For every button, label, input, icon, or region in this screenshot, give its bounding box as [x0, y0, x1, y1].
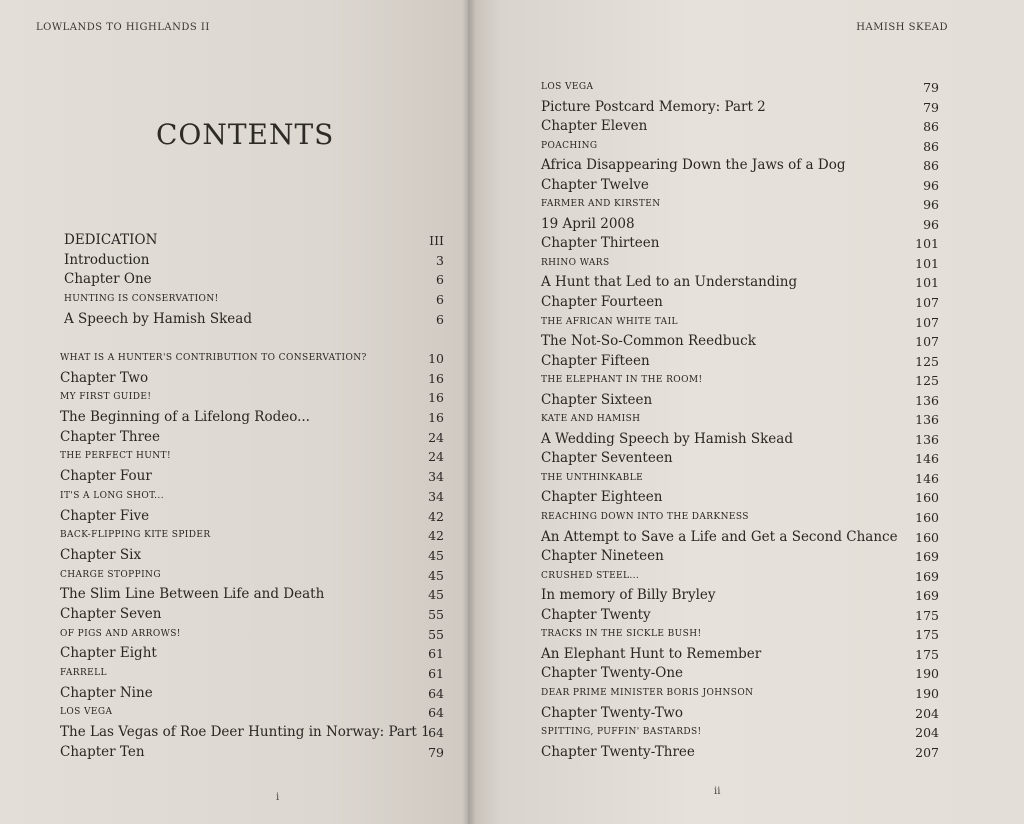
toc-entry-page: 79	[923, 80, 939, 95]
toc-entry	[541, 449, 939, 469]
toc-entry-page: 55	[428, 626, 444, 642]
toc-entry-title: THE PERFECT HUNT!	[60, 451, 171, 462]
toc-entry-page: 64	[428, 685, 444, 701]
toc-entry-page: 42	[428, 528, 444, 544]
contents-title: CONTENTS	[156, 118, 335, 151]
toc-entry-page: 107	[915, 334, 939, 350]
toc-entry-page: 107	[915, 314, 939, 330]
toc-list-right	[541, 78, 939, 762]
toc-entry	[541, 352, 939, 372]
toc-entry-title: A Hunt that Led to an Understanding	[541, 274, 798, 291]
toc-entry	[541, 234, 939, 254]
toc-entry-title: In memory of Billy Bryley	[541, 587, 716, 604]
toc-entry-page: 107	[915, 295, 939, 311]
toc-entry	[541, 293, 939, 313]
toc-entry-title: A Speech by Hamish Skead	[64, 310, 252, 327]
toc-entry	[60, 684, 444, 704]
toc-entry	[541, 273, 939, 293]
toc-entry	[541, 664, 939, 684]
toc-entry-title: An Elephant Hunt to Remember	[541, 645, 762, 662]
toc-entry-page: 207	[915, 744, 939, 760]
toc-entry-page: 96	[923, 177, 939, 193]
toc-entry	[541, 78, 939, 98]
running-head-left: LOWLANDS TO HIGHLANDS II	[36, 22, 210, 33]
toc-entry-page: 6	[436, 292, 444, 308]
toc-entry-page: 79	[428, 744, 444, 760]
toc-entry-title: LOS VEGA	[541, 82, 594, 92]
toc-entry-page: 42	[428, 508, 444, 524]
toc-list-left-front	[64, 231, 444, 329]
toc-entry	[60, 605, 444, 625]
toc-entry-title: An Attempt to Save a Life and Get a Second Chance	[541, 528, 898, 545]
toc-entry-page: 16	[428, 370, 444, 386]
toc-entry-page: 64	[428, 725, 444, 741]
toc-entry-page: 45	[428, 547, 444, 563]
toc-entry-title: FARRELL	[60, 668, 107, 678]
toc-entry-title: Chapter Thirteen	[541, 235, 660, 252]
toc-entry-title: LOS VEGA	[60, 707, 113, 718]
toc-entry-page: 96	[923, 197, 939, 213]
toc-entry	[541, 215, 939, 235]
page-folio-right: ii	[714, 786, 721, 797]
toc-entry-title: Africa Disappearing Down the Jaws of a Dog	[541, 157, 846, 174]
toc-entry-page: 86	[923, 138, 939, 154]
toc-entry-title: Chapter Twenty	[541, 606, 651, 623]
toc-entry	[541, 332, 939, 352]
toc-entry-page: 125	[915, 353, 939, 369]
toc-entry	[60, 703, 444, 723]
toc-entry-title: A Wedding Speech by Hamish Skead	[541, 430, 793, 447]
toc-entry-title: The Beginning of a Lifelong Rodeo...	[60, 409, 310, 426]
toc-entry	[60, 625, 444, 645]
toc-list-left	[60, 349, 444, 762]
toc-entry-title: Chapter Twenty-Two	[541, 704, 683, 721]
toc-entry	[64, 251, 444, 271]
toc-entry-page: 45	[428, 587, 444, 603]
toc-entry-page: 190	[915, 685, 939, 701]
toc-entry	[60, 349, 444, 369]
toc-entry-page: 101	[915, 236, 939, 252]
toc-entry-title: Chapter Five	[60, 507, 150, 524]
toc-entry-title: Chapter One	[64, 271, 152, 288]
toc-entry	[541, 98, 939, 118]
toc-entry-page: 24	[428, 429, 444, 445]
toc-entry	[541, 586, 939, 606]
toc-entry-title: The Not-So-Common Reedbuck	[541, 333, 756, 350]
toc-entry	[64, 270, 444, 290]
toc-entry-page: 136	[915, 392, 939, 408]
toc-entry	[541, 137, 939, 157]
toc-entry	[541, 625, 939, 645]
toc-entry-page: 175	[915, 646, 939, 662]
toc-entry-title: MY FIRST GUIDE!	[60, 392, 152, 403]
toc-entry-title: CRUSHED STEEL...	[541, 570, 640, 581]
toc-entry	[60, 447, 444, 467]
toc-entry-title: CHARGE STOPPING	[60, 569, 161, 580]
toc-entry-title: WHAT IS A HUNTER'S CONTRIBUTION TO CONSERVATION?	[60, 353, 367, 363]
toc-entry-page: 45	[428, 567, 444, 583]
toc-entry	[541, 528, 939, 548]
toc-entry-title: Chapter Eight	[60, 645, 157, 662]
toc-entry-title: SPITTING, PUFFIN' BASTARDS!	[541, 727, 702, 738]
toc-entry-title: THE ELEPHANT IN THE ROOM!	[541, 375, 703, 386]
toc-entry-page: 169	[915, 568, 939, 584]
toc-entry-page: 175	[915, 627, 939, 643]
toc-entry-title: Chapter Twenty-Three	[541, 743, 695, 760]
page-folio-left: i	[276, 792, 280, 803]
toc-entry-page: 55	[428, 606, 444, 622]
toc-entry	[60, 487, 444, 507]
toc-entry-page: 101	[915, 275, 939, 291]
toc-entry	[541, 508, 939, 528]
toc-entry-page: 10	[428, 351, 444, 366]
toc-entry	[541, 410, 939, 430]
toc-entry	[60, 369, 444, 389]
toc-entry	[541, 430, 939, 450]
toc-entry	[60, 723, 444, 743]
toc-entry-title: Chapter Seventeen	[541, 450, 673, 467]
toc-entry-page: 136	[915, 412, 939, 428]
toc-entry-title: TRACKS IN THE SICKLE BUSH!	[541, 629, 702, 640]
toc-entry	[541, 469, 939, 489]
toc-entry-page: 96	[923, 216, 939, 232]
toc-entry	[64, 310, 444, 330]
toc-entry-page: 175	[915, 607, 939, 623]
toc-entry	[60, 644, 444, 664]
toc-entry	[541, 176, 939, 196]
toc-entry	[541, 567, 939, 587]
toc-entry	[541, 723, 939, 743]
toc-entry-title: 19 April 2008	[541, 215, 635, 232]
toc-entry	[541, 254, 939, 274]
running-head-right: HAMISH SKEAD	[856, 22, 948, 33]
toc-entry-page: 204	[915, 725, 939, 741]
toc-entry-page: 16	[428, 390, 444, 406]
toc-entry	[541, 547, 939, 567]
toc-entry-page: 61	[428, 646, 444, 662]
toc-entry-page: 160	[915, 510, 939, 526]
toc-entry	[64, 231, 444, 251]
toc-entry-page: 101	[915, 255, 939, 271]
toc-entry	[541, 391, 939, 411]
toc-entry-title: Picture Postcard Memory: Part 2	[541, 98, 766, 115]
toc-entry-title: Chapter Sixteen	[541, 391, 653, 408]
toc-entry-title: KATE AND HAMISH	[541, 414, 641, 425]
toc-entry-title: Chapter Twelve	[541, 176, 649, 193]
toc-entry-page: 146	[915, 470, 939, 486]
toc-entry-title: Chapter Two	[60, 369, 149, 386]
toc-entry	[541, 371, 939, 391]
toc-entry-title: THE UNTHINKABLE	[541, 472, 644, 483]
toc-entry-page: 34	[428, 488, 444, 504]
toc-entry	[64, 290, 444, 310]
toc-entry-title: FARMER AND KIRSTEN	[541, 199, 661, 210]
toc-entry-title: Chapter Nineteen	[541, 548, 664, 565]
toc-entry	[60, 428, 444, 448]
toc-entry	[60, 467, 444, 487]
toc-entry-title: Chapter Seven	[60, 605, 162, 622]
toc-entry	[541, 645, 939, 665]
toc-entry-title: OF PIGS AND ARROWS!	[60, 628, 181, 639]
toc-entry-page: 79	[923, 99, 939, 115]
toc-entry	[541, 195, 939, 215]
toc-entry-title: IT'S A LONG SHOT...	[60, 490, 164, 501]
toc-entry-title: THE AFRICAN WHITE TAIL	[541, 316, 678, 327]
toc-entry-page: 160	[915, 490, 939, 506]
toc-entry-page: 160	[915, 529, 939, 545]
toc-entry-page: 6	[436, 311, 444, 327]
toc-entry	[60, 664, 444, 684]
toc-entry	[541, 156, 939, 176]
toc-entry-page: 136	[915, 431, 939, 447]
toc-entry-title: Chapter Fourteen	[541, 294, 663, 311]
toc-entry	[60, 388, 444, 408]
toc-entry-page: 24	[428, 449, 444, 465]
toc-entry-title: POACHING	[541, 140, 598, 151]
toc-entry-title: Introduction	[64, 251, 150, 268]
toc-entry	[60, 743, 444, 763]
toc-entry-page: 169	[915, 549, 939, 565]
toc-entry-title: DEAR PRIME MINISTER BORIS JOHNSON	[541, 687, 754, 698]
toc-entry-title: Chapter Ten	[60, 743, 145, 760]
toc-entry-title: Chapter Four	[60, 468, 152, 485]
toc-entry	[60, 526, 444, 546]
toc-entry-page: 34	[428, 469, 444, 485]
toc-entry	[541, 606, 939, 626]
left-page	[0, 0, 468, 824]
toc-entry	[541, 684, 939, 704]
toc-entry	[541, 704, 939, 724]
toc-entry	[60, 507, 444, 527]
toc-entry-title: Chapter Twenty-One	[541, 665, 684, 682]
toc-entry-page: 86	[923, 158, 939, 174]
toc-entry	[541, 488, 939, 508]
toc-entry-page: 125	[915, 373, 939, 389]
toc-entry	[541, 743, 939, 763]
toc-entry-title: Chapter Eleven	[541, 118, 648, 135]
toc-entry	[60, 408, 444, 428]
toc-entry-page: 61	[428, 666, 444, 681]
toc-entry	[541, 117, 939, 137]
toc-entry-page: 16	[428, 410, 444, 426]
toc-entry-title: REACHING DOWN INTO THE DARKNESS	[541, 512, 749, 523]
toc-entry-page: 190	[915, 666, 939, 682]
toc-entry-page: III	[429, 233, 444, 248]
toc-entry-page: 3	[436, 252, 444, 268]
toc-entry-page: 86	[923, 119, 939, 135]
toc-entry-title: DEDICATION	[64, 232, 158, 248]
toc-entry-page: 169	[915, 588, 939, 604]
toc-entry-page: 6	[436, 272, 444, 288]
book-gutter	[462, 0, 476, 824]
toc-entry-page: 204	[915, 705, 939, 721]
toc-entry-title: Chapter Eighteen	[541, 489, 663, 506]
toc-entry	[60, 585, 444, 605]
toc-entry-title: The Las Vegas of Roe Deer Hunting in Norway: Part 1	[60, 724, 430, 741]
toc-entry	[60, 566, 444, 586]
toc-entry-page: 146	[915, 451, 939, 467]
toc-entry-title: Chapter Fifteen	[541, 352, 650, 369]
toc-entry-title: Chapter Nine	[60, 684, 153, 701]
toc-entry-page: 64	[428, 705, 444, 721]
toc-entry-title: The Slim Line Between Life and Death	[60, 586, 325, 603]
toc-entry-title: BACK-FLIPPING KITE SPIDER	[60, 530, 211, 541]
toc-entry-title: Chapter Three	[60, 428, 161, 445]
toc-entry-title: HUNTING IS CONSERVATION!	[64, 294, 219, 305]
toc-entry	[541, 313, 939, 333]
toc-entry	[60, 546, 444, 566]
toc-entry-title: Chapter Six	[60, 546, 142, 563]
toc-entry-title: RHINO WARS	[541, 257, 610, 268]
